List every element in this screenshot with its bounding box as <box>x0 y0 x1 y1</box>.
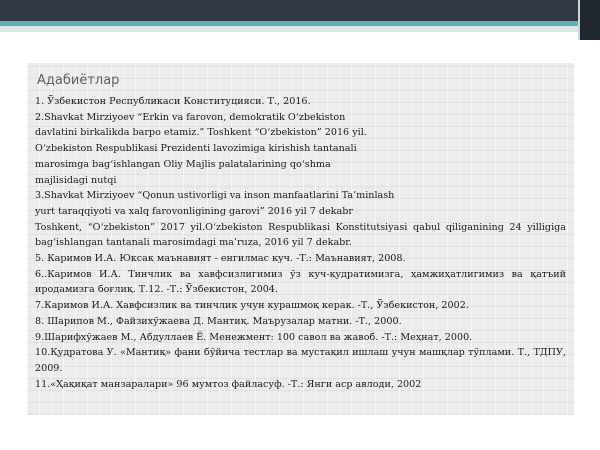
reference-line: 1. Ўзбекистон Республикаси Конституцияси. Т., 2016. <box>35 96 311 107</box>
references-heading: Адабиётлар <box>37 73 120 88</box>
reference-line: 6..Каримов И.А. Тинчлик ва хавфсизлигимиз ўз куч-қудратимизга, ҳамжиҳатлигимиз ва қатъий иродамизга боғлиқ. Т.12. -Т.: Ўзбекистон, 2004. <box>35 268 566 296</box>
reference-line: marosimga bag‘ishlangan Oliy Majlis palatalarining qo‘shma <box>35 158 331 170</box>
reference-line: majlisidagi nutqi <box>35 174 117 186</box>
reference-line: 11.«Ҳақиқат манзаралари» 96 мумтоз файласуф. -Т.: Янги аср авлоди, 2002 <box>35 378 422 390</box>
references-panel <box>27 63 574 415</box>
reference-item <box>35 188 566 251</box>
reference-line: yurt taraqqiyoti va xalq farovonligining garovi” 2016 yil 7 dekabr <box>35 205 354 217</box>
header-corner-block <box>578 0 600 40</box>
reference-item <box>35 377 566 393</box>
reference-line: 3.Shavkat Mirziyoev “Qonun ustivorligi va inson manfaatlarini Ta’minlash <box>35 190 395 202</box>
reference-item <box>35 298 566 314</box>
reference-item <box>35 314 566 330</box>
reference-line: Toshkent, “O‘zbekiston” 2017 yil.O‘zbekiston Respublikasi Konstitutsiyasi qabul qiliganining 24 yilligiga bag‘ishlangan tantanali marosimdagi ma’ruza, 2016 yil 7 dekabr. <box>35 221 566 249</box>
header-band <box>0 0 600 40</box>
reference-line: 2.Shavkat Mirziyoev “Erkin va farovon, demokratik O‘zbekiston <box>35 111 346 123</box>
reference-item <box>35 330 566 346</box>
reference-line: 5. Каримов И.А. Юксак маънавият - енгилмас куч. -Т.: Маънавият, 2008. <box>35 253 406 265</box>
reference-line: 9.Шарифхўжаев М., Абдуллаев Ё. Менежмент: 100 савол ва жавоб. -Т.: Меҳнат, 2000. <box>35 331 473 343</box>
header-band-light <box>0 26 600 32</box>
references-list <box>35 94 566 392</box>
reference-item <box>35 110 566 189</box>
reference-line: 10.Қудратова У. «Мантиқ» фани бўйича тестлар ва мустақил ишлаш учун машқлар тўплами. Т., ТДПУ, 2009. <box>35 347 566 374</box>
reference-item <box>35 251 566 267</box>
reference-line: 8. Шарипов М., Файзихўжаева Д. Мантиқ. Маърузалар матни. -Т., 2000. <box>35 315 402 327</box>
reference-item <box>35 345 566 376</box>
reference-line: davlatini birkalikda barpo etamiz.” Toshkent “O‘zbekiston” 2016 yil. <box>35 127 367 139</box>
reference-line: O‘zbekiston Respublikasi Prezidenti lavozimiga kirishish tantanali <box>35 143 357 155</box>
reference-item <box>35 94 566 110</box>
reference-line: 7.Каримов И.А. Хавфсизлик ва тинчлик учун курашмоқ керак. -Т., Ўзбекистон, 2002. <box>35 300 469 312</box>
reference-item <box>35 267 566 298</box>
header-band-dark <box>0 0 600 21</box>
